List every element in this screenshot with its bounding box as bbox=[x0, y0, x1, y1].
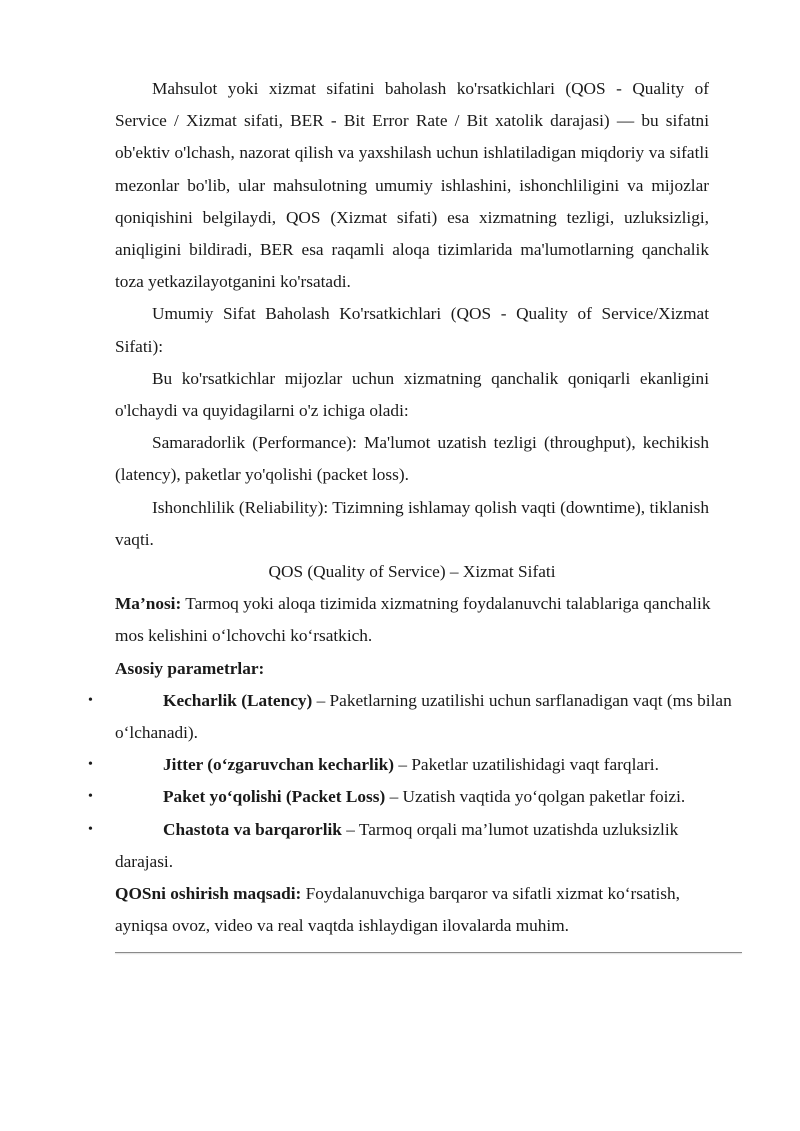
list-item bbox=[88, 781, 740, 813]
list-item bbox=[88, 685, 740, 749]
meaning-label: Ma’nosi: bbox=[115, 594, 182, 614]
param-desc: – Tarmoq orqali ma’lumot uzatishda uzluksizlik darajasi. bbox=[115, 819, 679, 871]
param-desc: – Uzatish vaqtida yo‘qolgan paketlar foizi. bbox=[385, 787, 686, 807]
qos-general-heading-paragraph: Umumiy Sifat Baholash Ko'rsatkichlari (QOS - Quality of Service/Xizmat Sifati): bbox=[115, 304, 709, 356]
document-body bbox=[88, 73, 732, 942]
bullet-icon: • bbox=[88, 757, 93, 773]
bullet-icon: • bbox=[88, 821, 93, 837]
bullet-icon: • bbox=[88, 789, 93, 805]
params-list bbox=[88, 685, 732, 878]
performance-paragraph: Samaradorlik (Performance): Ma'lumot uzatish tezligi (throughput), kechikish (latency), paketlar yo'qolishi (packet loss). bbox=[115, 433, 709, 485]
param-desc: – Paketlarning uzatilishi uchun sarflanadigan vaqt (ms bilan o‘lchanadi). bbox=[115, 690, 732, 743]
param-desc: – Paketlar uzatilishidagi vaqt farqlari. bbox=[394, 755, 659, 775]
bullet-icon: • bbox=[88, 692, 93, 708]
list-item bbox=[88, 814, 709, 878]
horizontal-rule bbox=[115, 952, 742, 953]
intro-paragraph: Mahsulot yoki xizmat sifatini baholash ko'rsatkichlari (QOS - Quality of Service / Xizmat sifati, BER - Bit Error Rate / Bit xatolik darajasi) — bu sifatni ob'ektiv o'lchash, nazorat qilish va yaxshilash uchun ishlatiladigan miqdoriy va sifatli mezonlar bo'lib, ular mahsulotning umumiy ishlashini, ishonchliligini va mijozlar qoniqishini belgilaydi, QOS (Xizmat sifati) esa xizmatning tezligi, uzluksizligi, aniqligini bildiradi, BER esa raqamli aloqa tizimlarida ma'lumotlarning qanchalik toza yetkazilayotganini ko'rsatadi. bbox=[115, 79, 709, 292]
purpose-paragraph bbox=[115, 878, 735, 942]
meaning-paragraph bbox=[115, 588, 715, 652]
list-item bbox=[88, 749, 740, 781]
params-heading: Asosiy parametrlar: bbox=[115, 658, 265, 678]
section-title: QOS (Quality of Service) – Xizmat Sifati bbox=[268, 562, 556, 582]
indicators-paragraph: Bu ko'rsatkichlar mijozlar uchun xizmatning qanchalik qoniqarli ekanligini o'lchaydi va quyidagilarni o'z ichiga oladi: bbox=[115, 368, 709, 421]
meaning-text: Tarmoq yoki aloqa tizimida xizmatning foydalanuvchi talablariga qanchalik mos kelishini o‘lchovchi ko‘rsatkich. bbox=[115, 594, 711, 646]
purpose-text: Foydalanuvchiga barqaror va sifatli xizmat ko‘rsatish, ayniqsa ovoz, video va real vaqtda ishlaydigan ilovalarda muhim. bbox=[115, 884, 680, 936]
purpose-label: QOSni oshirish maqsadi: bbox=[115, 884, 302, 904]
param-term: Jitter (o‘zgaruvchan kecharlik) bbox=[163, 755, 395, 775]
param-term: Kecharlik (Latency) bbox=[163, 690, 313, 710]
param-term: Paket yo‘qolishi (Packet Loss) bbox=[163, 787, 386, 807]
reliability-paragraph: Ishonchlilik (Reliability): Tizimning ishlamay qolish vaqti (downtime), tiklanish vaqti. bbox=[115, 497, 709, 549]
param-term: Chastota va barqarorlik bbox=[163, 819, 342, 839]
